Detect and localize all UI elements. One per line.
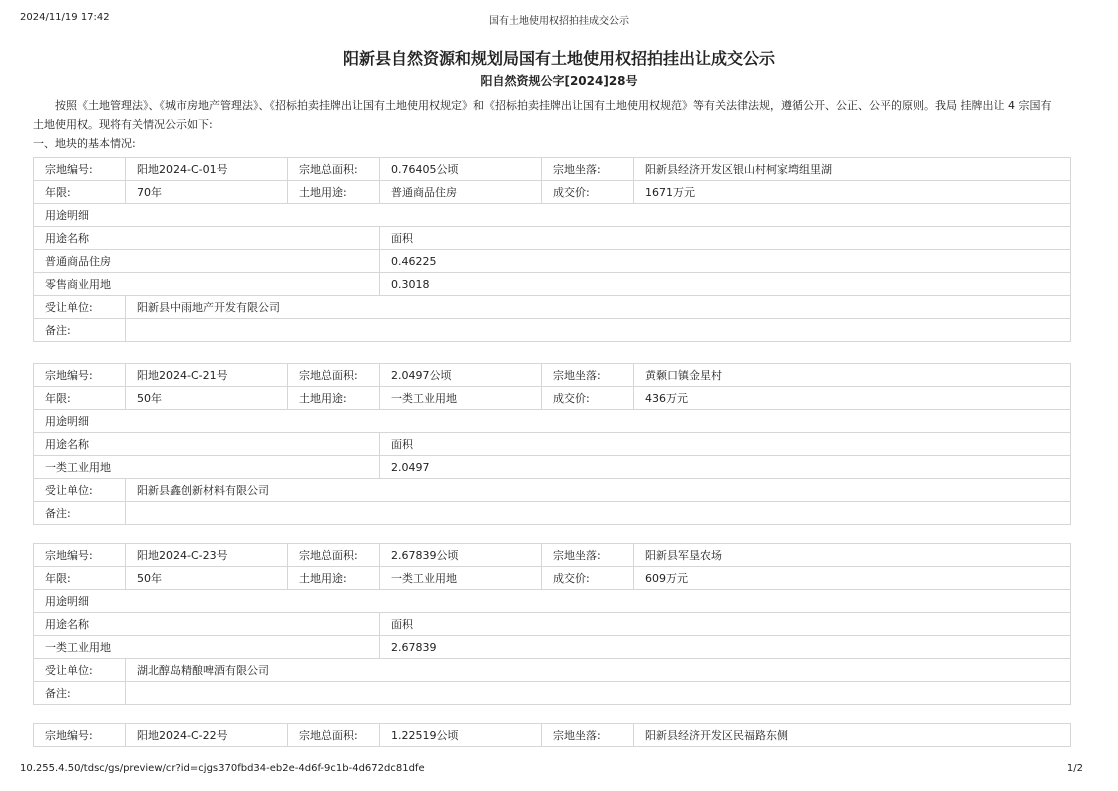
term-label: 年限: — [34, 567, 126, 590]
transferee-value: 阳新县鑫创新材料有限公司 — [126, 479, 1071, 502]
document-title: 阳新县自然资源和规划局国有土地使用权招拍挂出让成交公示 — [342, 49, 775, 68]
parcel-table — [33, 723, 1071, 747]
total-area-value: 2.0497公顷 — [380, 364, 542, 387]
use-detail-heading: 用途明细 — [34, 204, 1071, 227]
total-area-label: 宗地总面积: — [288, 724, 380, 747]
price-label: 成交价: — [542, 181, 634, 204]
use-area-header: 面积 — [380, 433, 1071, 456]
parcel-id-label: 宗地编号: — [34, 158, 126, 181]
location-value: 阳新县经济开发区银山村柯家塆组里湖 — [634, 158, 1071, 181]
use-name-cell: 一类工业用地 — [34, 636, 380, 659]
transferee-value: 阳新县中雨地产开发有限公司 — [126, 296, 1071, 319]
remarks-value — [126, 319, 1071, 342]
term-value: 50年 — [126, 567, 288, 590]
land-use-value: 一类工业用地 — [380, 567, 542, 590]
location-label: 宗地坐落: — [542, 724, 634, 747]
document-number: 阳自然资规公字[2024]28号 — [480, 74, 638, 88]
price-label: 成交价: — [542, 567, 634, 590]
term-label: 年限: — [34, 181, 126, 204]
price-value: 436万元 — [634, 387, 1071, 410]
remarks-label: 备注: — [34, 319, 126, 342]
location-label: 宗地坐落: — [542, 158, 634, 181]
parcel-id-value: 阳地2024-C-22号 — [126, 724, 288, 747]
use-area-cell: 2.0497 — [380, 456, 1071, 479]
location-label: 宗地坐落: — [542, 544, 634, 567]
parcel-table — [33, 543, 1071, 705]
use-detail-heading: 用途明细 — [34, 410, 1071, 433]
parcel-id-label: 宗地编号: — [34, 364, 126, 387]
print-footer-page: 1/2 — [1066, 763, 1083, 774]
price-value: 609万元 — [634, 567, 1071, 590]
land-use-label: 土地用途: — [288, 387, 380, 410]
land-use-label: 土地用途: — [288, 181, 380, 204]
use-name-header: 用途名称 — [34, 227, 380, 250]
use-area-cell: 0.46225 — [380, 250, 1071, 273]
use-name-cell: 零售商业用地 — [34, 273, 380, 296]
transferee-label: 受让单位: — [34, 479, 126, 502]
term-label: 年限: — [34, 387, 126, 410]
total-area-value: 2.67839公顷 — [380, 544, 542, 567]
transferee-label: 受让单位: — [34, 296, 126, 319]
parcel-id-value: 阳地2024-C-21号 — [126, 364, 288, 387]
use-area-cell: 0.3018 — [380, 273, 1071, 296]
parcel-id-value: 阳地2024-C-01号 — [126, 158, 288, 181]
remarks-value — [126, 682, 1071, 705]
price-label: 成交价: — [542, 387, 634, 410]
total-area-label: 宗地总面积: — [288, 544, 380, 567]
print-footer-url: 10.255.4.50/tdsc/gs/preview/cr?id=cjgs370fbd34-eb2e-4d6f-9c1b-4d672dc81dfe — [20, 763, 425, 774]
location-value: 阳新县经济开发区民福路东侧 — [634, 724, 1071, 747]
total-area-label: 宗地总面积: — [288, 158, 380, 181]
print-header-datetime: 2024/11/19 17:42 — [20, 12, 110, 23]
parcel-table — [33, 157, 1071, 342]
term-value: 70年 — [126, 181, 288, 204]
location-value: 黄颡口镇金星村 — [634, 364, 1071, 387]
total-area-label: 宗地总面积: — [288, 364, 380, 387]
parcel-id-value: 阳地2024-C-23号 — [126, 544, 288, 567]
intro-paragraph: 按照《土地管理法》、《城市房地产管理法》、《招标拍卖挂牌出让国有土地使用权规定》和《招标拍卖挂牌出让国有土地使用权规范》等有关法律法规，遵循公开、公正、公平的原则。我局 挂牌出让 4 宗国有土地使用权。现将有关情况公示如下: — [33, 99, 1052, 131]
remarks-label: 备注: — [34, 502, 126, 525]
transferee-value: 湖北醇岛精酿啤酒有限公司 — [126, 659, 1071, 682]
location-label: 宗地坐落: — [542, 364, 634, 387]
use-area-cell: 2.67839 — [380, 636, 1071, 659]
use-name-header: 用途名称 — [34, 433, 380, 456]
use-name-cell: 一类工业用地 — [34, 456, 380, 479]
land-use-label: 土地用途: — [288, 567, 380, 590]
parcel-id-label: 宗地编号: — [34, 544, 126, 567]
remarks-label: 备注: — [34, 682, 126, 705]
use-area-header: 面积 — [380, 227, 1071, 250]
location-value: 阳新县军垦农场 — [634, 544, 1071, 567]
section-heading: 一、地块的基本情况: — [33, 137, 136, 150]
print-header-title: 国有土地使用权招拍挂成交公示 — [489, 16, 629, 27]
use-area-header: 面积 — [380, 613, 1071, 636]
use-detail-heading: 用途明细 — [34, 590, 1071, 613]
total-area-value: 1.22519公顷 — [380, 724, 542, 747]
land-use-value: 一类工业用地 — [380, 387, 542, 410]
use-name-cell: 普通商品住房 — [34, 250, 380, 273]
land-use-value: 普通商品住房 — [380, 181, 542, 204]
term-value: 50年 — [126, 387, 288, 410]
total-area-value: 0.76405公顷 — [380, 158, 542, 181]
parcel-id-label: 宗地编号: — [34, 724, 126, 747]
parcel-table — [33, 363, 1071, 525]
transferee-label: 受让单位: — [34, 659, 126, 682]
use-name-header: 用途名称 — [34, 613, 380, 636]
remarks-value — [126, 502, 1071, 525]
price-value: 1671万元 — [634, 181, 1071, 204]
